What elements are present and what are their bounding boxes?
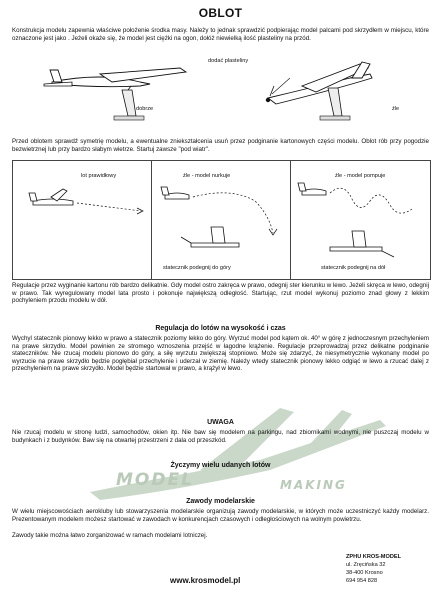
- section-loops-body: Wychyl statecznik pionowy lekko w prawo a statecznik poziomy lekko do góry. Wyrzuć model pod kątem ok. 40° w górę z jednoczesnym przechyleniem na prawe skrzydło. Model powinien ze stromego wznoszenia przejść w łagodne krążenie. Regulacje przeprowadzaj przez delikatne podginanie stateczników. Nie rzucaj modelu pionowo do góry, a siłę wyrzutu zwiększaj stopniowo. Może się zdarzyć, że niesymetrycznie wykonany model po wyrzucie na prawe skrzydło będzie pogłębiał przechylenie i uderzał w ziemię. Należy wtedy statecznik pionowy lekko odgiąć w lewo a rzucać dalej z przechyleniem na prawe skrzydło. Model będzie startował w prawo, a krążył w lewo.: [12, 335, 429, 373]
- label-add-clay: dodać plasteliny: [208, 58, 249, 64]
- contests-body-2: Zawody takie można łatwo zorganizować w ramach modelami lotniczej.: [12, 532, 208, 539]
- company-address: [346, 553, 401, 585]
- panel3-label: źle - model pompuje: [335, 173, 386, 179]
- label-bad: źle: [392, 106, 400, 112]
- balance-figure: [40, 58, 420, 128]
- watermark-left: MODEL: [116, 470, 194, 490]
- company-name: ZPHU KROS-MODEL: [346, 554, 402, 560]
- regulation-paragraph: Regulacje przez wyginanie kartonu rób bardzo delikatnie. Gdy model ostro zakręca w prawo, odegnij ster kierunku w lewo. Jeżeli skręca w lewo, odegnij w prawo. Tak wyregulowany model lata prosto i pokonuje największą odległość. Startując, rzut model wykonuj poziomo znad głowy z lekkim pochyleniem przodu modelu w dół.: [12, 282, 429, 305]
- panel1-illustration: [13, 161, 151, 279]
- panel3-caption: statecznik podegnij na dół: [321, 265, 386, 271]
- flight-panels: [12, 160, 431, 280]
- company-phone: 694 954 828: [346, 578, 378, 584]
- wish-line: Życzymy wielu udanych lotów: [170, 462, 271, 469]
- panel3-illustration: [290, 161, 430, 279]
- panel2-label: źle - model nurkuje: [183, 173, 231, 179]
- glider-bad-drawing: [266, 62, 372, 120]
- company-city: 38-400 Krosno: [346, 570, 383, 576]
- balance-illustration: [40, 58, 420, 128]
- section-loops-heading: Regulacja do lotów na wysokość i czas: [155, 325, 286, 332]
- preflight-paragraph: Przed oblotem sprawdź symetrię modelu, a ewentualne zniekształcenia usuń przez podginanie kartonowych części modelu. Oblot rób przy pogodzie bezwietrznej lub przy bardzo słabym wietrze. Startuj zawsze "pod wiatr".: [12, 138, 429, 153]
- watermark-glider-logo: [80, 400, 400, 510]
- label-good: dobrze: [136, 106, 154, 112]
- website-link[interactable]: www.krosmodel.pl: [170, 576, 241, 585]
- company-street: ul. Zręcińska 32: [346, 562, 386, 568]
- panel2-illustration: [151, 161, 290, 279]
- panel2-caption: statecznik podegnij do góry: [163, 265, 231, 271]
- panel1-label: lot prawidłowy: [81, 173, 117, 179]
- model-making-watermark: [80, 400, 400, 510]
- page-title: OBLOT: [198, 6, 243, 20]
- warning-body: Nie rzucaj modelu w stronę ludzi, samochodów, okien itp. Nie baw się modelem na parkingu, nad zbiornikami wodnymi, nie puszczaj modelu w budynkach i z budynków. Baw się na otwartej przestrzeni z dala od przeszkód.: [12, 429, 429, 444]
- contests-body: W wielu miejscowościach aerokluby lub stowarzyszenia modelarskie organizują zawody modelarskie, w których może uczestniczyć każdy modelarz. Prezentowanym modelem możesz startować w zawodach w konkurencjach czasowych i odległościowych na wolnym powietrzu.: [12, 508, 429, 523]
- contests-heading: Zawody modelarskie: [186, 498, 255, 505]
- glider-good-drawing: [44, 68, 186, 120]
- warning-heading: UWAGA: [207, 419, 234, 426]
- intro-paragraph: Konstrukcja modelu zapewnia właściwe położenie środka masy. Należy to jednak sprawdzić podpierając model palcami pod skrzydłem w miejscu, które oznaczone jest jako . Jeżeli okaże się, że model jest ciężki na ogon, dołóż niewielką ilość plasteliny na przód.: [12, 27, 429, 42]
- watermark-right: MAKING: [280, 478, 347, 492]
